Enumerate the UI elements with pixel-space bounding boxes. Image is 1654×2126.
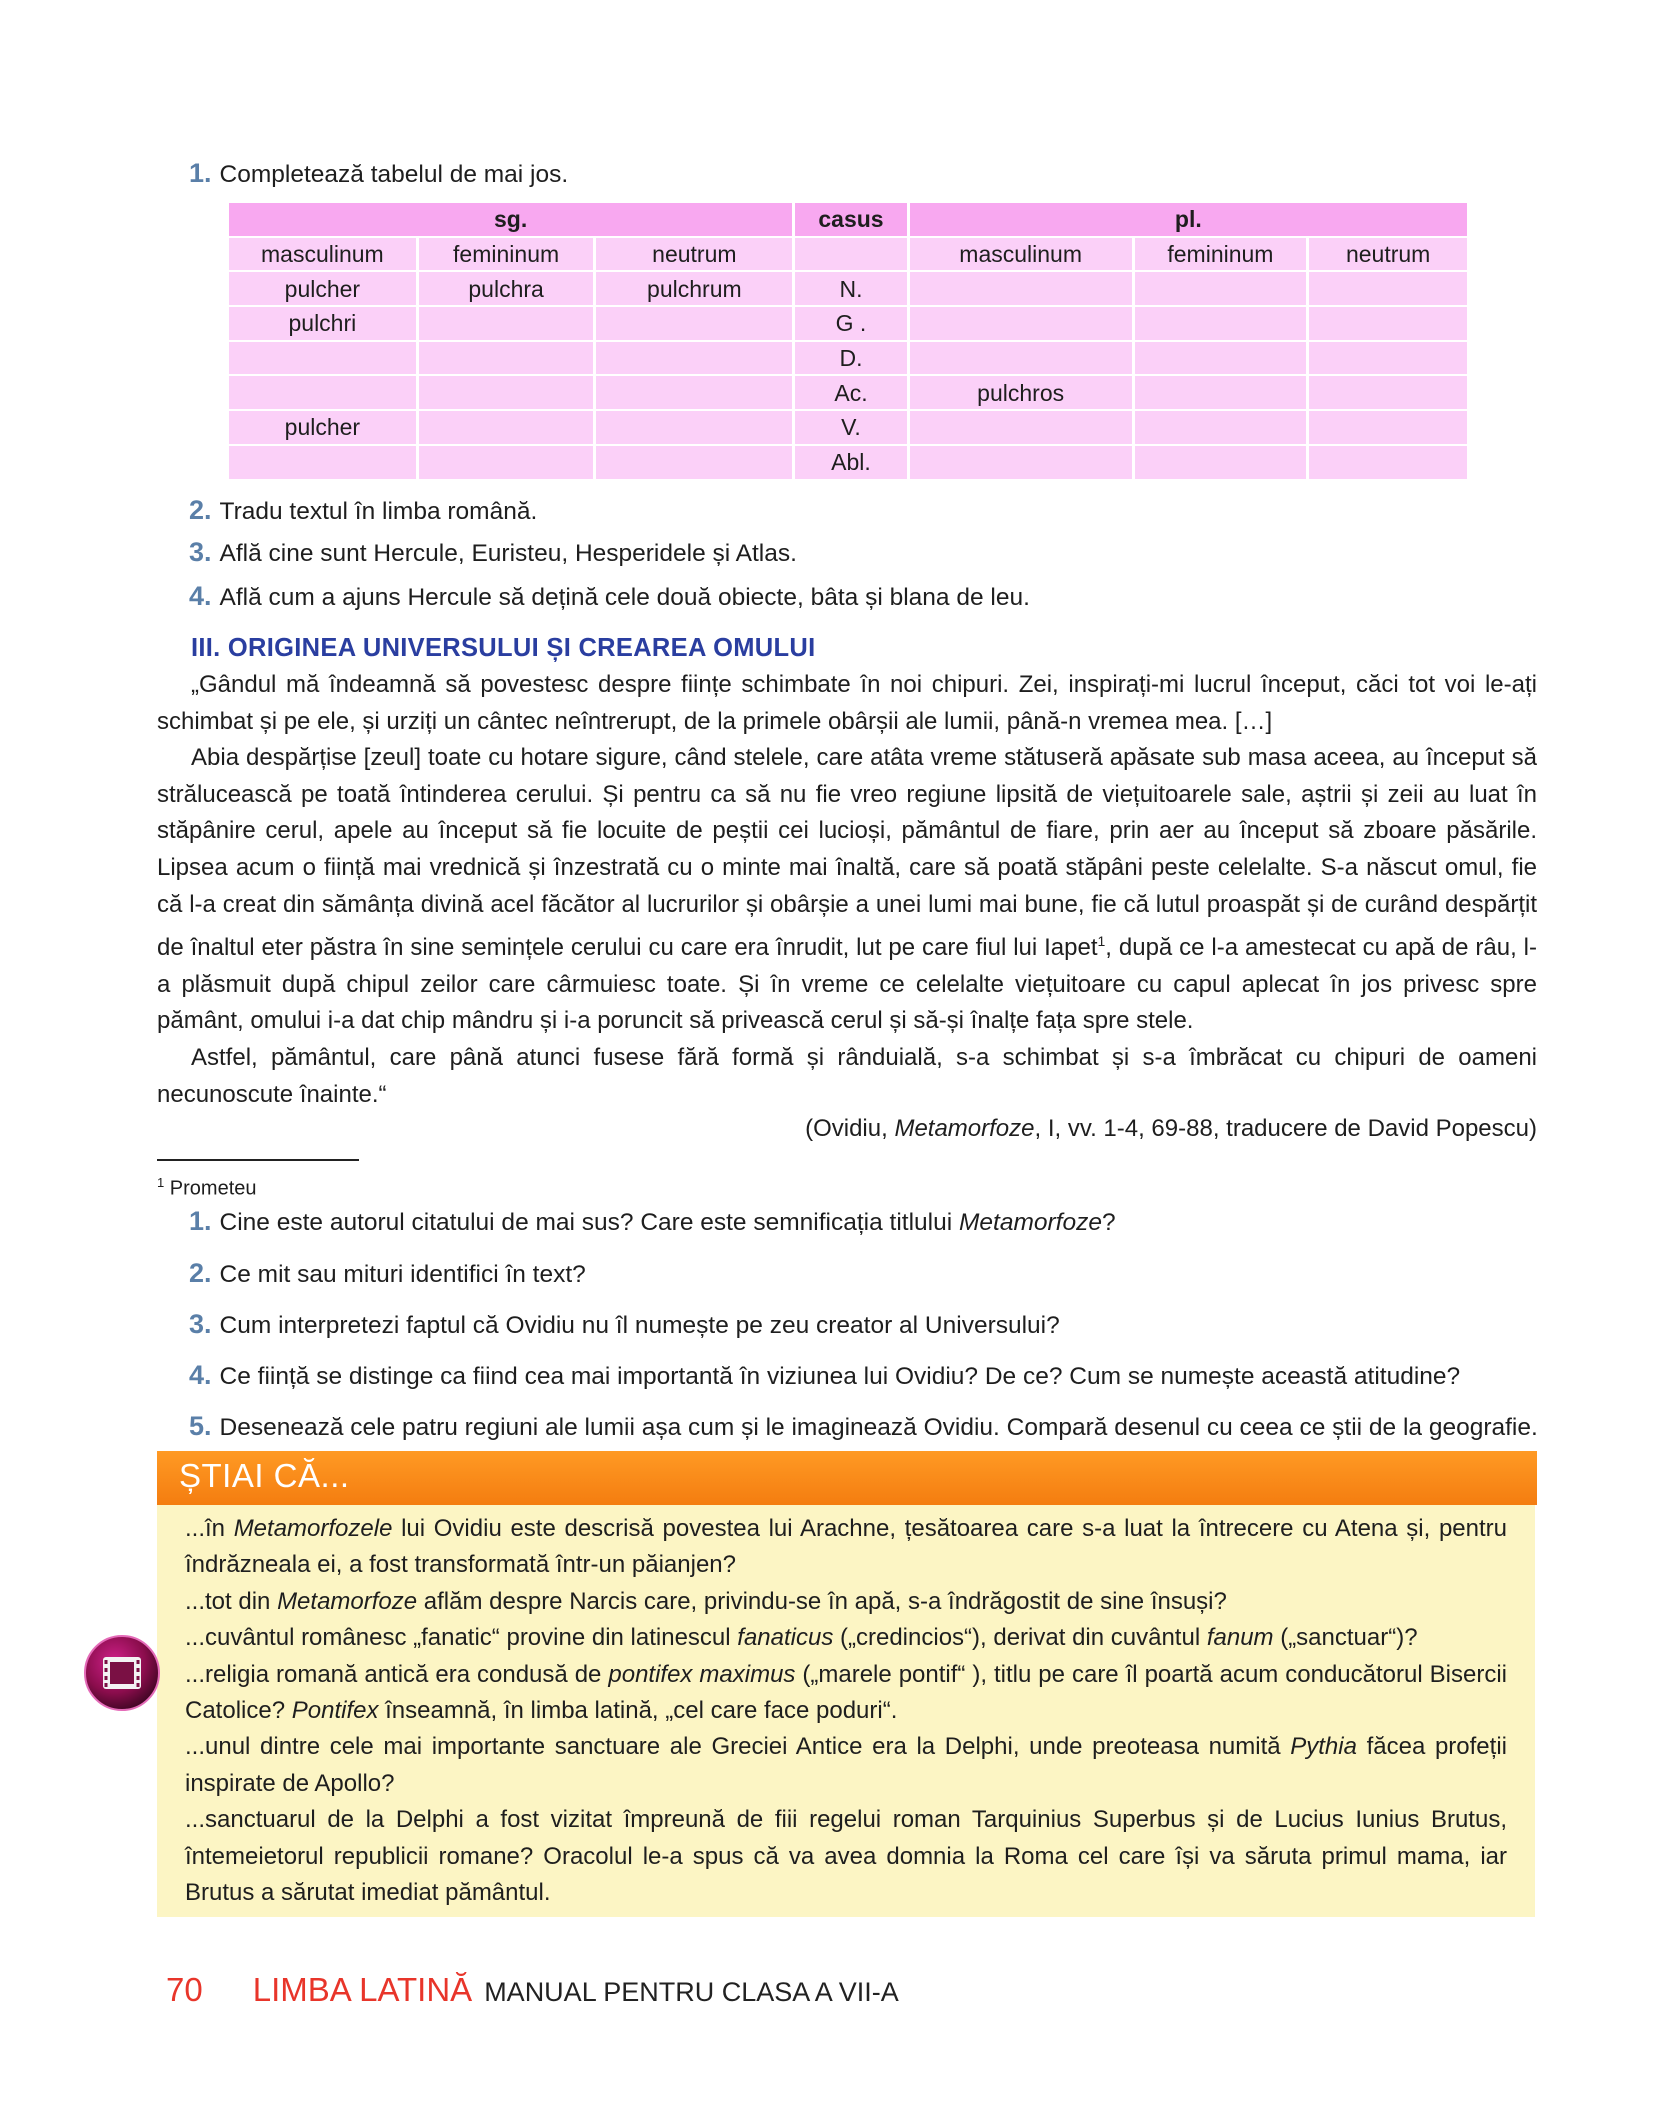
footnote: $^1$ Prometeu: [157, 1175, 257, 1200]
did-you-know-item: ...cuvântul românesc „fanatic“ provine din latinescul fanaticus („credincios“), derivat din cuvântul fanum („sanctuar“)?: [185, 1624, 1418, 1652]
exercise-1: 1. Completează tabelul de mai jos.: [189, 158, 569, 188]
header-casus: casus: [795, 203, 906, 238]
did-you-know-item: ...sanctuarul de la Delphi a fost vizitat împreună de fiii regelui roman Tarquinius Superbus și de Lucius Iunius Brutus, întemeietorul republicii romane? Oracolul le-a spus că va avea domnia la Roma cel care își va săruta primul mama, iar Brutus a sărutat imediat pământul.: [185, 1806, 1507, 1907]
passage-paragraph: Abia despărțise [zeul] toate cu hotare sigure, când stelele, care atâta vreme stătuseră apăsate sub masa aceea, au început să strălucească pe toată întinderea cerului. Și pentru ca să nu fie vreo regiune lipsită de viețuitoarele sale, aștrii și zeii au luat în stăpânire cerul, apele au început să fie locuite de peștii cei lucioși, pământul de fiare, prin aer au început să zboare păsările. Lipsea acum o ființă mai vrednică și înzestrată cu o minte mai înaltă, care să poată stăpâni peste celelalte. S-a născut omul, fie că l-a creat din sămânța divină acel făcător al lucrurilor și obârșie a unei lumi mai bune, fie că lutul proaspăt și de curând despărțit de înaltul eter păstra în sine semințele cerului cu care era înrudit, lut pe care fiul lui Iapet$^1$, după ce l-a amestecat cu apă de râu, l-a plăsmuit după chipul zeilor care cârmuiesc toate. Și în vreme ce celelalte viețuitoare cu capul aplecat în jos privesc spre pământ, omului i-a dat chip mândru și i-a poruncit să privească cerul și să-și înalțe fața spre stele.: [157, 744, 1537, 1035]
exercise-2: 2. Tradu textul în limba română.: [189, 495, 538, 525]
page-number: 70: [166, 1971, 203, 2008]
question-4: 4. Ce ființă se distinge ca fiind cea mai importantă în viziunea lui Ovidiu? De ce? Cum se numește această atitudine?: [189, 1360, 1461, 1390]
did-you-know-item: ...unul dintre cele mai importante sanctuare ale Greciei Antice era la Delphi, unde preoteasa numită Pythia făcea profeții inspirate de Apollo?: [185, 1733, 1507, 1797]
table-gender-row: masculinum femininum neutrum masculinum femininum neutrum: [229, 238, 1467, 273]
table-row: D.: [229, 342, 1467, 377]
exercise-3: 3. Află cine sunt Hercule, Euristeu, Hesperidele și Atlas.: [189, 537, 797, 567]
table-row: pulcher V.: [229, 411, 1467, 446]
did-you-know-item: ...religia romană antică era condusă de pontifex maximus („marele pontif“ ), titlu pe care îl poartă acum conducătorul Bisercii Catolice? Pontifex înseamnă, în limba latină, „cel care face poduri“.: [185, 1660, 1507, 1725]
question-1: 1. Cine este autorul citatului de mai sus? Care este semnificația titlului Metamorfoze?: [189, 1206, 1116, 1236]
page-footer: [166, 1971, 899, 2009]
table-row: Abl.: [229, 446, 1467, 481]
declension-table: [226, 203, 1470, 481]
book-title: LIMBA LATINĂ: [252, 1971, 473, 2008]
table-row: pulchri G .: [229, 307, 1467, 342]
did-you-know-title: ȘTIAI CĂ...: [179, 1457, 350, 1494]
passage-paragraph: „Gândul mă îndeamnă să povestesc despre ființe schimbate în noi chipuri. Zei, inspirați-mi lucrul început, căci tot voi le-ați schimbat și pe ele, și urziți un cântec neîntrerupt, de la primele obârșii ale lumii, până-n vremea mea. […]: [157, 671, 1537, 735]
header-plural: pl.: [910, 203, 1467, 238]
did-you-know-item: ...tot din Metamorfoze aflăm despre Narcis care, privindu-se în apă, s-a îndrăgostit de sine însuși?: [185, 1587, 1227, 1615]
book-subtitle: MANUAL PENTRU CLASA A VII-A: [484, 1977, 899, 2007]
footnote-divider: [157, 1159, 359, 1161]
table-row: pulcher pulchra pulchrum N.: [229, 272, 1467, 307]
question-3: 3. Cum interpretezi faptul că Ovidiu nu îl numește pe zeu creator al Universului?: [189, 1309, 1060, 1339]
did-you-know-text: [185, 1511, 1507, 1911]
footnote-mark: 1: [1097, 933, 1106, 950]
film-icon[interactable]: [83, 1634, 161, 1712]
header-singular: sg.: [229, 203, 792, 238]
ovid-passage: [157, 667, 1537, 1113]
section-title: III. ORIGINEA UNIVERSULUI ȘI CREAREA OMULUI: [191, 634, 816, 662]
table-row: Ac. pulchros: [229, 376, 1467, 411]
question-5: 5. Desenează cele patru regiuni ale lumii așa cum și le imaginează Ovidiu. Compară desenul cu ceea ce știi de la geografie.: [189, 1411, 1538, 1441]
passage-paragraph: Astfel, pământul, care până atunci fusese fără formă și rânduială, s-a schimbat și s-a îmbrăcat cu chipuri de oameni necunoscute înainte.“: [157, 1043, 1537, 1108]
did-you-know-item: ...în Metamorfozele lui Ovidiu este descrisă povestea lui Arachne, țesătoarea care s-a luat la întrecere cu Atena și, pentru îndrăzneala ei, a fost transformată într-un păianjen?: [185, 1515, 1507, 1579]
exercise-4: 4. Află cum a ajuns Hercule să dețină cele două obiecte, bâta și blana de leu.: [189, 581, 1030, 611]
citation: (Ovidiu, Metamorfoze, I, vv. 1-4, 69-88, traducere de David Popescu): [805, 1115, 1537, 1142]
question-2: 2. Ce mit sau mituri identifici în text?: [189, 1258, 586, 1288]
did-you-know-header: [157, 1451, 1537, 1505]
table-header-row: [229, 203, 1467, 238]
